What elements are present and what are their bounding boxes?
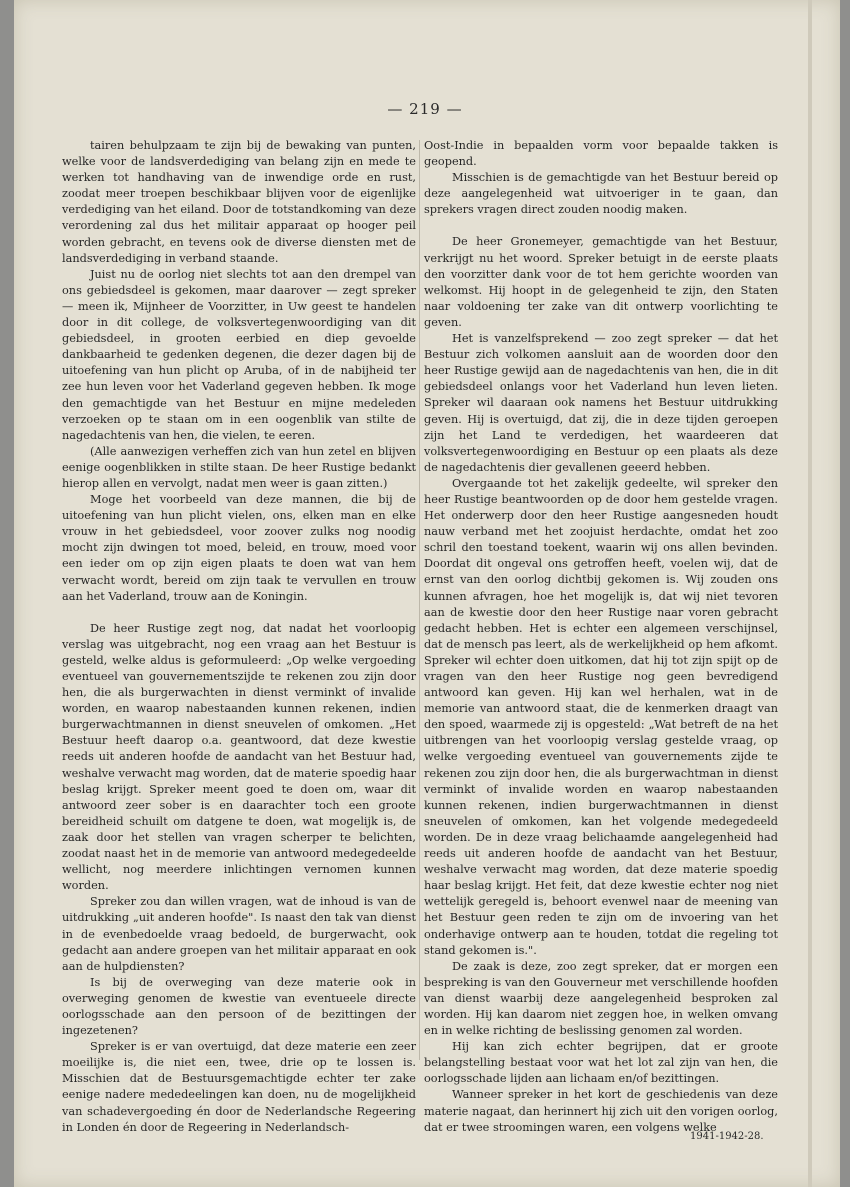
paragraph: Misschien is de gemachtigde van het Bestuur bereid op deze aangelegenheid wat uitvoeriger in te gaan, dan sprekers vragen direct zouden noodig maken. [424,171,778,217]
paragraph: De heer Rustige zegt nog, dat nadat het voorloopig verslag was uitgebracht, nog een vraag aan het Bestuur is gesteld, welke aldus is geformuleerd: „Op welke vergoeding eventueel van gouvernementszijde te rekenen zou zijn door hen, die als burgerwachten in dienst verminkt of invalide worden, en waarop nabestaanden kunnen rekenen, indien burgerwachtmannen in dienst sneuvelen of omkomen. „Het Bestuur heeft daarop o.a. geantwoord, dat deze kwestie reeds uit anderen hoofde de aandacht van het Bestuur had, weshalve verwacht mag worden, dat de materie spoedig haar beslag krijgt. Spreker meent goed te doen om, waar dit antwoord zeer sober is en daarachter toch een groote bereidheid schuilt om datgene te doen, wat mogelijk is, de zaak door het stellen van vragen scherper te belichten, zoodat naast het in de memorie van antwoord medegedeelde wellicht, nog meerdere inlichtingen vernomen kunnen worden. [62,621,416,893]
paragraph: Is bij de overweging van deze materie ook in overweging genomen de kwestie van eventueele directe oorlogsschade aan den persoon of de bezittingen der ingezetenen? [62,975,416,1038]
text-column-left [62,138,416,1136]
paragraph: Hij kan zich echter begrijpen, dat er groote belangstelling bestaat voor wat het lot zal zijn van hen, die oorlogsschade lijden aan lichaam en/of bezittingen. [424,1040,778,1086]
paragraph: tairen behulpzaam te zijn bij de bewaking van punten, welke voor de landsverdediging van belang zijn en mede te werken tot handhaving van de inwendige orde en rust, zoodat meer troepen beschikbaar blijven voor de eigenlijke verdediging van het eiland. Door de totstandkoming van deze verordening zal dus het militair apparaat op hooger peil worden gebracht, en tevens ook de diverse diensten met de landsverdediging in verband staande. [62,139,416,265]
paragraph: Moge het voorbeeld van deze mannen, die bij de uitoefening van hun plicht vielen, ons, elken man en elke vrouw in het gebiedsdeel, voor zoover zulks nog noodig mocht zijn dwingen tot moed, beleid, en trouw, moed voor een ieder om op zijn eigen plaats te doen wat van hem verwacht wordt, bereid om zijn taak te vervullen en trouw aan het Vaderland, trouw aan de Koningin. [62,493,416,603]
paragraph: Spreker is er van overtuigd, dat deze materie een zeer moeilijke is, die niet een, twee, drie op te lossen is. Misschien dat de Bestuursgemachtigde echter ter zake eenige nadere mededeelingen kan doen, nu de mogelijkheid van schadevergoeding én door de Nederlandsche Regeering in Londen én door de Regeering in Nederlandsch- [62,1040,416,1134]
document-code: 1941-1942-28. [690,1131,764,1142]
paragraph: Het is vanzelfsprekend — zoo zegt spreker — dat het Bestuur zich volkomen aansluit aan de woorden door den heer Rustige gewijd aan de nagedachtenis van hen, die in dit gebiedsdeel onlangs voor het Vaderland hun leven lieten. Spreker wil daaraan ook namens het Bestuur uitdrukking geven. Hij is overtuigd, dat zij, die in deze tijden geroepen zijn het Land te verdedigen, het waardeeren dat volksvertegenwoordiging en Bestuur op een plaats als deze de nagedachtenis dier gevallenen geeerd hebben. [424,332,778,474]
paragraph: De zaak is deze, zoo zegt spreker, dat er morgen een bespreking is van den Gouverneur met verschillende hoofden van dienst waarbij deze aangelegenheid besproken zal worden. Hij kan daarom niet zeggen hoe, in welken omvang en in welke richting de beslissing genomen zal worden. [424,959,778,1038]
paragraph: Wanneer spreker in het kort de geschiedenis van deze materie nagaat, dan herinnert hij zich uit den vorigen oorlog, dat er twee stroomingen waren, een volgens welke [424,1088,778,1134]
paragraph: Juist nu de oorlog niet slechts tot aan den drempel van ons gebiedsdeel is gekomen, maar daarover — zegt spreker — meen ik, Mijnheer de Voorzitter, in Uw geest te handelen door in dit college, de volksvertegenwoordiging van dit gebiedsdeel, in grooten eerbied en diep gevoelde dankbaarheid te gedenken degenen, die dezer dagen bij de uitoefening van hun plicht op Aruba, of in de nabijheid ter zee hun leven voor het Vaderland gegeven hebben. Ik moge den gemachtigde van het Bestuur en mijne medeleden verzoeken op te staan om in een oogenblik van stilte de nagedachtenis van hen, die vielen, te eeren. [62,267,416,442]
paper-edge [808,0,812,1187]
column-divider [419,140,420,1060]
paragraph: De heer Gronemeyer, gemachtigde van het Bestuur, verkrijgt nu het woord. Spreker betuigt in de eerste plaats den voorzitter dank voor de tot hem gerichte woorden van welkomst. Hij hoopt in de gelegenheid te zijn, den Staten naar voldoening ter zake van dit ontwerp voorlichting te geven. [424,235,778,329]
paragraph: Overgaande tot het zakelijk gedeelte, wil spreker den heer Rustige beantwoorden op de door hem gestelde vragen. Het onderwerp door den heer Rustige aangesneden houdt nauw verband met het zoojuist herdachte, omdat het zoo schril den toestand toekent, waarin wij ons allen bevinden. Doordat dit ongeval ons getroffen heeft, voelen wij, dat de ernst van den oorlog dichtbij gekomen is. Wij zouden ons kunnen afvragen, hoe het mogelijk is, dat wij niet tevoren aan de kwestie door den heer Rustige naar voren gebracht gedacht hebben. Het is echter een algemeen verschijnsel, dat de mensch pas leert, als de werkelijkheid op hem afkomt. Spreker wil echter doen uitkomen, dat hij tot zijn spijt op de vragen van den heer Rustige nog geen bevredigend antwoord kan geven. Hij kan wel herhalen, wat in de memorie van antwoord staat, die de kenmerken draagt van den spoed, waarmede zij is opgesteld: „Wat betreft de na het uitbrengen van het voorloopig verslag gestelde vraag, op welke vergoeding eventueel van gouvernements zijde te rekenen zou zijn door hen, die als burgerwachtman in dienst verminkt of invalide worden en waarop nabestaanden kunnen rekenen, indien burgerwachtmannen in dienst sneuvelen of omkomen, kan het volgende medegedeeld worden. De in deze vraag belichaamde aangelegenheid had reeds uit anderen hoofde de aandacht van het Bestuur, weshalve verwacht mag worden, dat deze materie spoedig haar beslag krijgt. Het feit, dat deze kwestie echter nog niet wettelijk geregeld is, behoort evenwel naar de meening van het Bestuur geen reden te zijn om de invoering van het onderhavige ontwerp aan te houden, totdat die regeling tot stand gekomen is.". [424,476,778,957]
page-number: — 219 — [387,100,463,118]
paragraph: (Alle aanwezigen verheffen zich van hun zetel en blijven eenige oogenblikken in stilte staan. De heer Rustige bedankt hierop allen en vervolgt, nadat men weer is gaan zitten.) [62,444,416,490]
text-column-right [424,138,778,1136]
paragraph: Oost-Indie in bepaalden vorm voor bepaalde takken is geopend. [424,139,778,169]
paragraph: Spreker zou dan willen vragen, wat de inhoud is van de uitdrukking „uit anderen hoofde". Is naast den tak van dienst in de evenbedoelde vraag bedoeld, de burgerwacht, ook gedacht aan andere groepen van het militair apparaat en ook aan de hulpdiensten? [62,895,416,973]
